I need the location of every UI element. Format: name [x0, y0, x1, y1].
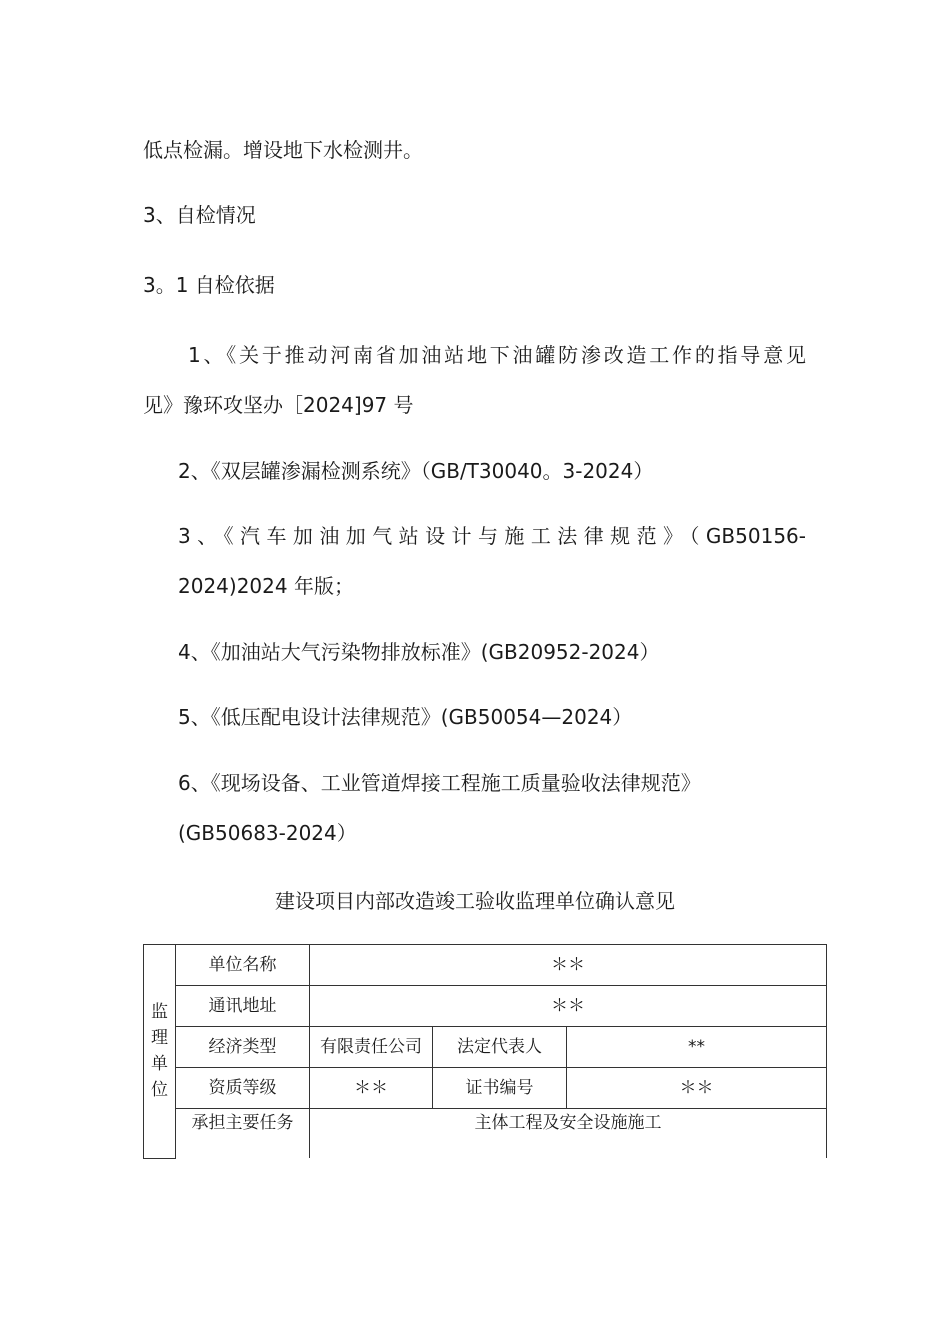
cert-no-label: 证书编号 — [433, 1068, 567, 1109]
paragraph-text: 低点检漏。增设地下水检测井。 — [143, 138, 423, 162]
address-label: 通讯地址 — [176, 986, 310, 1027]
side-label-char: 单 — [151, 1054, 168, 1075]
unit-name-label: 单位名称 — [176, 945, 310, 986]
table-title: 建设项目内部改造竣工验收监理单位确认意见 — [275, 889, 675, 913]
reference-item-3-line1: 3、《汽车加油加气站设计与施工法律规范》（GB50156- — [178, 524, 806, 548]
section-heading: 3、自检情况 — [143, 203, 256, 227]
reference-item-6-line2: (GB50683-2024） — [178, 821, 357, 845]
supervision-unit-table — [143, 944, 827, 1159]
side-label-char: 理 — [151, 1028, 168, 1049]
reference-item-1-line2: 见》豫环攻坚办［2024]97 号 — [143, 393, 414, 417]
table-row — [144, 1027, 827, 1068]
legal-rep-label: 法定代表人 — [433, 1027, 567, 1068]
reference-item-4: 4、《加油站大气污染物排放标准》(GB20952-2024） — [178, 640, 660, 664]
cert-no-value: ＊＊ — [567, 1068, 827, 1109]
task-label: 承担主要任务 — [176, 1109, 310, 1159]
unit-name-value: ＊＊ — [310, 945, 827, 986]
task-value: 主体工程及安全设施施工 — [310, 1109, 827, 1159]
address-value: ＊＊ — [310, 986, 827, 1027]
reference-item-1-line1: 1、《关于推动河南省加油站地下油罐防渗改造工作的指导意见 — [188, 343, 806, 367]
table-row — [144, 945, 827, 986]
reference-item-6-line1: 6、《现场设备、工业管道焊接工程施工质量验收法律规范》 — [178, 771, 701, 795]
table-row — [144, 986, 827, 1027]
subsection-heading: 3。1 自检依据 — [143, 273, 275, 297]
side-label — [144, 945, 176, 1159]
qualification-label: 资质等级 — [176, 1068, 310, 1109]
qualification-value: ＊＊ — [310, 1068, 433, 1109]
side-label-char: 监 — [151, 1002, 168, 1023]
table-row — [144, 1109, 827, 1159]
econ-type-value: 有限责任公司 — [310, 1027, 433, 1068]
side-label-char: 位 — [151, 1080, 168, 1101]
reference-item-3-line2: 2024)2024 年版； — [178, 574, 354, 598]
table-row — [144, 1068, 827, 1109]
econ-type-label: 经济类型 — [176, 1027, 310, 1068]
legal-rep-value: ** — [567, 1027, 827, 1068]
reference-item-2: 2、《双层罐渗漏检测系统》（GB/T30040。3-2024） — [178, 459, 654, 483]
reference-item-5: 5、《低压配电设计法律规范》(GB50054—2024） — [178, 705, 633, 729]
